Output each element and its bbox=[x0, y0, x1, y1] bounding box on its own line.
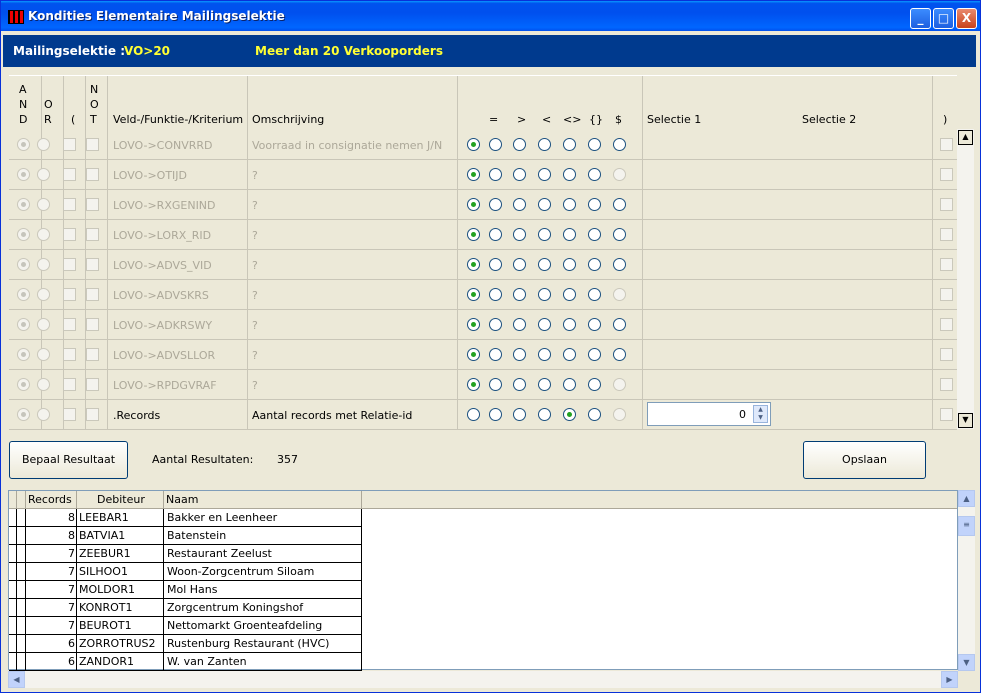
operator-radio[interactable] bbox=[513, 258, 526, 271]
cell-naam: Batenstein bbox=[164, 527, 362, 545]
field-name: LOVO->ADVSKRS bbox=[113, 289, 209, 302]
row-indicator bbox=[9, 563, 17, 581]
table-row[interactable] bbox=[9, 635, 362, 653]
operator-radio[interactable] bbox=[513, 168, 526, 181]
header-close-paren: ) bbox=[943, 113, 948, 126]
operator-radio[interactable] bbox=[613, 408, 626, 421]
operator-radio[interactable] bbox=[563, 378, 576, 391]
operator-radio[interactable] bbox=[613, 138, 626, 151]
header-or-r: R bbox=[44, 113, 52, 126]
cell-debiteur: KONROT1 bbox=[77, 599, 164, 617]
open-paren-checkbox[interactable] bbox=[63, 378, 76, 391]
operator-radio[interactable] bbox=[563, 138, 576, 151]
operator-radio[interactable] bbox=[538, 138, 551, 151]
or-radio[interactable] bbox=[37, 288, 50, 301]
operator-radio[interactable] bbox=[513, 378, 526, 391]
row-indicator bbox=[17, 509, 26, 527]
scroll-down-icon[interactable]: ▼ bbox=[958, 413, 973, 428]
criteria-grid bbox=[9, 75, 957, 431]
operator-radio[interactable] bbox=[513, 138, 526, 151]
or-radio[interactable] bbox=[37, 168, 50, 181]
not-checkbox[interactable] bbox=[86, 408, 99, 421]
scroll-right-icon[interactable]: ▶ bbox=[941, 671, 958, 688]
operator-radio[interactable] bbox=[563, 348, 576, 361]
not-checkbox[interactable] bbox=[86, 378, 99, 391]
operator-radio[interactable] bbox=[613, 258, 626, 271]
open-paren-checkbox[interactable] bbox=[63, 288, 76, 301]
open-paren-checkbox[interactable] bbox=[63, 258, 76, 271]
operator-radio[interactable] bbox=[588, 228, 601, 241]
scroll-up-icon[interactable]: ▲ bbox=[958, 130, 973, 145]
selection-code: VO>20 bbox=[124, 44, 171, 58]
header-selectie2: Selectie 2 bbox=[802, 113, 857, 126]
field-name: LOVO->ADVSLLOR bbox=[113, 349, 216, 362]
table-row[interactable] bbox=[9, 563, 362, 581]
cell-debiteur: MOLDOR1 bbox=[77, 581, 164, 599]
operator-radio[interactable] bbox=[513, 318, 526, 331]
operator-radio[interactable] bbox=[538, 168, 551, 181]
selectie1-value: 0 bbox=[739, 408, 746, 421]
operator-radio[interactable] bbox=[489, 258, 502, 271]
cell-records: 7 bbox=[26, 581, 77, 599]
operator-radio[interactable] bbox=[513, 198, 526, 211]
operator-radio[interactable] bbox=[563, 258, 576, 271]
operator-radio[interactable] bbox=[538, 228, 551, 241]
cell-debiteur: BEUROT1 bbox=[77, 617, 164, 635]
or-radio[interactable] bbox=[37, 258, 50, 271]
operator-radio[interactable] bbox=[467, 168, 480, 181]
cell-naam: Woon-Zorgcentrum Siloam bbox=[164, 563, 362, 581]
row-indicator bbox=[9, 581, 17, 599]
and-radio[interactable] bbox=[17, 348, 30, 361]
scroll-thumb[interactable]: ≡ bbox=[958, 516, 975, 536]
open-paren-checkbox[interactable] bbox=[63, 228, 76, 241]
operator-radio[interactable] bbox=[513, 288, 526, 301]
or-radio[interactable] bbox=[37, 228, 50, 241]
operator-radio[interactable] bbox=[489, 168, 502, 181]
selection-description: Meer dan 20 Verkooporders bbox=[255, 44, 443, 58]
cell-debiteur: BATVIA1 bbox=[77, 527, 164, 545]
not-checkbox[interactable] bbox=[86, 318, 99, 331]
operator-radio[interactable] bbox=[563, 198, 576, 211]
cell-records: 7 bbox=[26, 563, 77, 581]
row-indicator bbox=[17, 653, 26, 671]
close-paren-checkbox[interactable] bbox=[940, 198, 953, 211]
and-radio[interactable] bbox=[17, 258, 30, 271]
operator-radio[interactable] bbox=[563, 318, 576, 331]
and-radio[interactable] bbox=[17, 198, 30, 211]
opslaan-button[interactable]: Opslaan bbox=[803, 441, 926, 479]
operator-radio[interactable] bbox=[588, 348, 601, 361]
table-row[interactable] bbox=[9, 509, 362, 527]
selection-header bbox=[3, 35, 976, 67]
criteria-row bbox=[9, 220, 957, 250]
cell-naam: Mol Hans bbox=[164, 581, 362, 599]
open-paren-checkbox[interactable] bbox=[63, 318, 76, 331]
operator-radio[interactable] bbox=[513, 408, 526, 421]
close-paren-checkbox[interactable] bbox=[940, 348, 953, 361]
operator-radio[interactable] bbox=[613, 378, 626, 391]
operator-radio[interactable] bbox=[467, 318, 480, 331]
row-indicator bbox=[17, 617, 26, 635]
row-indicator bbox=[9, 527, 17, 545]
operator-radio[interactable] bbox=[489, 348, 502, 361]
operator-radio[interactable] bbox=[588, 258, 601, 271]
row-indicator bbox=[9, 617, 17, 635]
operator-radio[interactable] bbox=[467, 378, 480, 391]
results-table[interactable] bbox=[8, 490, 958, 670]
and-radio[interactable] bbox=[17, 288, 30, 301]
row-indicator bbox=[17, 545, 26, 563]
header-not-o: O bbox=[90, 98, 99, 111]
field-description: ? bbox=[252, 229, 258, 242]
field-description: ? bbox=[252, 169, 258, 182]
column-header-naam[interactable]: Naam bbox=[164, 491, 362, 509]
operator-radio[interactable] bbox=[613, 348, 626, 361]
selectie1-spinner[interactable] bbox=[647, 402, 771, 426]
cell-records: 8 bbox=[26, 527, 77, 545]
row-indicator bbox=[17, 635, 26, 653]
operator-radio[interactable] bbox=[538, 348, 551, 361]
row-indicator bbox=[17, 581, 26, 599]
operator-radio[interactable] bbox=[538, 288, 551, 301]
table-row[interactable] bbox=[9, 653, 362, 671]
operator-radio[interactable] bbox=[489, 138, 502, 151]
and-radio[interactable] bbox=[17, 378, 30, 391]
close-paren-checkbox[interactable] bbox=[940, 258, 953, 271]
title-bar[interactable] bbox=[1, 1, 980, 31]
operator-radio[interactable] bbox=[467, 288, 480, 301]
field-name: LOVO->LORX_RID bbox=[113, 229, 212, 242]
operator-radio[interactable] bbox=[538, 408, 551, 421]
not-checkbox[interactable] bbox=[86, 168, 99, 181]
cell-naam: Restaurant Zeelust bbox=[164, 545, 362, 563]
operator-radio[interactable] bbox=[613, 288, 626, 301]
operator-radio[interactable] bbox=[588, 138, 601, 151]
app-icon bbox=[8, 10, 24, 24]
close-paren-checkbox[interactable] bbox=[940, 228, 953, 241]
operator-radio[interactable] bbox=[467, 408, 480, 421]
close-paren-checkbox[interactable] bbox=[940, 168, 953, 181]
cell-records: 6 bbox=[26, 653, 77, 671]
field-description: ? bbox=[252, 289, 258, 302]
field-description: ? bbox=[252, 259, 258, 272]
row-indicator bbox=[17, 599, 26, 617]
operator-radio[interactable] bbox=[489, 198, 502, 211]
cell-naam: Rustenburg Restaurant (HVC) bbox=[164, 635, 362, 653]
header-op-gt: > bbox=[517, 113, 527, 126]
row-indicator-header bbox=[9, 491, 17, 509]
results-horizontal-scrollbar[interactable] bbox=[8, 671, 958, 688]
bepaal-resultaat-button[interactable]: Bepaal Resultaat bbox=[9, 441, 128, 479]
row-indicator bbox=[9, 653, 17, 671]
header-selectie1: Selectie 1 bbox=[647, 113, 702, 126]
operator-radio[interactable] bbox=[489, 378, 502, 391]
not-checkbox[interactable] bbox=[86, 348, 99, 361]
header-not-t: T bbox=[90, 113, 97, 126]
field-description: Voorraad in consignatie nemen J/N bbox=[252, 139, 443, 152]
window-title: Kondities Elementaire Mailingselektie bbox=[28, 9, 285, 23]
and-radio[interactable] bbox=[17, 138, 30, 151]
header-field: Veld-/Funktie-/Kriterium bbox=[113, 113, 244, 126]
field-name: LOVO->ADKRSWY bbox=[113, 319, 213, 332]
cell-records: 7 bbox=[26, 617, 77, 635]
header-and-a: A bbox=[19, 83, 27, 96]
row-indicator bbox=[17, 563, 26, 581]
criteria-row bbox=[9, 370, 957, 400]
and-radio[interactable] bbox=[17, 168, 30, 181]
result-count-label: Aantal Resultaten: bbox=[152, 453, 254, 466]
or-radio[interactable] bbox=[37, 138, 50, 151]
field-name: LOVO->OTIJD bbox=[113, 169, 188, 182]
operator-radio[interactable] bbox=[489, 288, 502, 301]
cell-records: 6 bbox=[26, 635, 77, 653]
close-paren-checkbox[interactable] bbox=[940, 318, 953, 331]
criteria-row bbox=[9, 400, 957, 430]
and-radio[interactable] bbox=[17, 408, 30, 421]
field-name: LOVO->RXGENIND bbox=[113, 199, 216, 212]
criteria-row bbox=[9, 130, 957, 160]
not-checkbox[interactable] bbox=[86, 228, 99, 241]
table-row[interactable] bbox=[9, 617, 362, 635]
or-radio[interactable] bbox=[37, 318, 50, 331]
criteria-row bbox=[9, 250, 957, 280]
open-paren-checkbox[interactable] bbox=[63, 348, 76, 361]
header-or-o: O bbox=[44, 98, 53, 111]
minimize-button[interactable]: _ bbox=[910, 8, 931, 29]
operator-radio[interactable] bbox=[538, 378, 551, 391]
header-op-dollar: $ bbox=[615, 113, 622, 126]
operator-radio[interactable] bbox=[513, 228, 526, 241]
header-label: Mailingselektie : bbox=[13, 44, 125, 58]
scroll-down-icon[interactable]: ▼ bbox=[958, 654, 975, 671]
close-paren-checkbox[interactable] bbox=[940, 138, 953, 151]
open-paren-checkbox[interactable] bbox=[63, 138, 76, 151]
operator-radio[interactable] bbox=[613, 228, 626, 241]
operator-radio[interactable] bbox=[489, 318, 502, 331]
or-radio[interactable] bbox=[37, 198, 50, 211]
criteria-row bbox=[9, 190, 957, 220]
cell-naam: Zorgcentrum Koningshof bbox=[164, 599, 362, 617]
field-name: LOVO->CONVRRD bbox=[113, 139, 213, 152]
operator-radio[interactable] bbox=[588, 378, 601, 391]
operator-radio[interactable] bbox=[588, 288, 601, 301]
cell-records: 7 bbox=[26, 545, 77, 563]
row-indicator bbox=[9, 545, 17, 563]
column-header-records[interactable]: Records bbox=[26, 491, 77, 509]
operator-radio[interactable] bbox=[563, 228, 576, 241]
field-description: ? bbox=[252, 319, 258, 332]
header-op-lt: < bbox=[542, 113, 552, 126]
header-op-ne: <> bbox=[563, 113, 582, 126]
cell-debiteur: SILHOO1 bbox=[77, 563, 164, 581]
operator-radio[interactable] bbox=[489, 228, 502, 241]
table-row[interactable] bbox=[9, 545, 362, 563]
header-open-paren: ( bbox=[71, 113, 76, 126]
or-radio[interactable] bbox=[37, 378, 50, 391]
operator-radio[interactable] bbox=[467, 258, 480, 271]
field-description: ? bbox=[252, 349, 258, 362]
header-and-n: N bbox=[19, 98, 28, 111]
cell-records: 7 bbox=[26, 599, 77, 617]
operator-radio[interactable] bbox=[563, 408, 576, 421]
header-not-n: N bbox=[90, 83, 99, 96]
cell-debiteur: ZORROTRUS2 bbox=[77, 635, 164, 653]
row-indicator bbox=[9, 635, 17, 653]
results-vertical-scrollbar[interactable] bbox=[958, 490, 975, 671]
open-paren-checkbox[interactable] bbox=[63, 408, 76, 421]
operator-radio[interactable] bbox=[538, 318, 551, 331]
cell-debiteur: ZANDOR1 bbox=[77, 653, 164, 671]
field-description: ? bbox=[252, 379, 258, 392]
scroll-left-icon[interactable]: ◀ bbox=[8, 671, 25, 688]
row-indicator bbox=[17, 527, 26, 545]
column-header-filler bbox=[362, 491, 957, 509]
operator-radio[interactable] bbox=[563, 288, 576, 301]
close-button[interactable]: X bbox=[956, 8, 977, 29]
cell-naam: Bakker en Leenheer bbox=[164, 509, 362, 527]
header-and-d: D bbox=[19, 113, 28, 126]
not-checkbox[interactable] bbox=[86, 198, 99, 211]
header-op-eq: = bbox=[489, 113, 499, 126]
operator-radio[interactable] bbox=[467, 228, 480, 241]
field-name: LOVO->RPDGVRAF bbox=[113, 379, 217, 392]
row-indicator-header bbox=[17, 491, 26, 509]
criteria-row bbox=[9, 280, 957, 310]
cell-debiteur: ZEEBUR1 bbox=[77, 545, 164, 563]
operator-radio[interactable] bbox=[613, 168, 626, 181]
cell-records: 8 bbox=[26, 509, 77, 527]
table-row[interactable] bbox=[9, 599, 362, 617]
field-description: Aantal records met Relatie-id bbox=[252, 409, 413, 422]
cell-naam: Nettomarkt Groenteafdeling bbox=[164, 617, 362, 635]
cell-naam: W. van Zanten bbox=[164, 653, 362, 671]
close-paren-checkbox[interactable] bbox=[940, 288, 953, 301]
criteria-row bbox=[9, 340, 957, 370]
and-radio[interactable] bbox=[17, 318, 30, 331]
or-radio[interactable] bbox=[37, 408, 50, 421]
close-paren-checkbox[interactable] bbox=[940, 378, 953, 391]
field-description: ? bbox=[252, 199, 258, 212]
operator-radio[interactable] bbox=[588, 168, 601, 181]
maximize-button[interactable]: □ bbox=[933, 8, 954, 29]
header-op-set: {} bbox=[589, 113, 603, 126]
result-count-value: 357 bbox=[277, 453, 298, 466]
criteria-row bbox=[9, 160, 957, 190]
row-indicator bbox=[9, 599, 17, 617]
operator-radio[interactable] bbox=[538, 198, 551, 211]
criteria-row bbox=[9, 310, 957, 340]
operator-radio[interactable] bbox=[467, 138, 480, 151]
operator-radio[interactable] bbox=[467, 198, 480, 211]
operator-radio[interactable] bbox=[588, 318, 601, 331]
operator-radio[interactable] bbox=[613, 198, 626, 211]
operator-radio[interactable] bbox=[563, 168, 576, 181]
table-row[interactable] bbox=[9, 527, 362, 545]
operator-radio[interactable] bbox=[467, 348, 480, 361]
operator-radio[interactable] bbox=[538, 258, 551, 271]
field-name: .Records bbox=[113, 409, 161, 422]
operator-radio[interactable] bbox=[489, 408, 502, 421]
criteria-scrollbar[interactable] bbox=[957, 129, 974, 429]
and-radio[interactable] bbox=[17, 228, 30, 241]
operator-radio[interactable] bbox=[588, 198, 601, 211]
field-name: LOVO->ADVS_VID bbox=[113, 259, 212, 272]
not-checkbox[interactable] bbox=[86, 258, 99, 271]
cell-debiteur: LEEBAR1 bbox=[77, 509, 164, 527]
header-description: Omschrijving bbox=[252, 113, 325, 126]
or-radio[interactable] bbox=[37, 348, 50, 361]
scroll-up-icon[interactable]: ▲ bbox=[958, 490, 975, 507]
operator-radio[interactable] bbox=[613, 318, 626, 331]
row-indicator bbox=[9, 509, 17, 527]
not-checkbox[interactable] bbox=[86, 288, 99, 301]
operator-radio[interactable] bbox=[513, 348, 526, 361]
open-paren-checkbox[interactable] bbox=[63, 198, 76, 211]
close-paren-checkbox[interactable] bbox=[940, 408, 953, 421]
column-header-debiteur[interactable]: Debiteur bbox=[77, 491, 164, 509]
open-paren-checkbox[interactable] bbox=[63, 168, 76, 181]
not-checkbox[interactable] bbox=[86, 138, 99, 151]
operator-radio[interactable] bbox=[588, 408, 601, 421]
table-row[interactable] bbox=[9, 581, 362, 599]
spinner-arrows-icon[interactable]: ▲ ▼ bbox=[753, 405, 768, 423]
